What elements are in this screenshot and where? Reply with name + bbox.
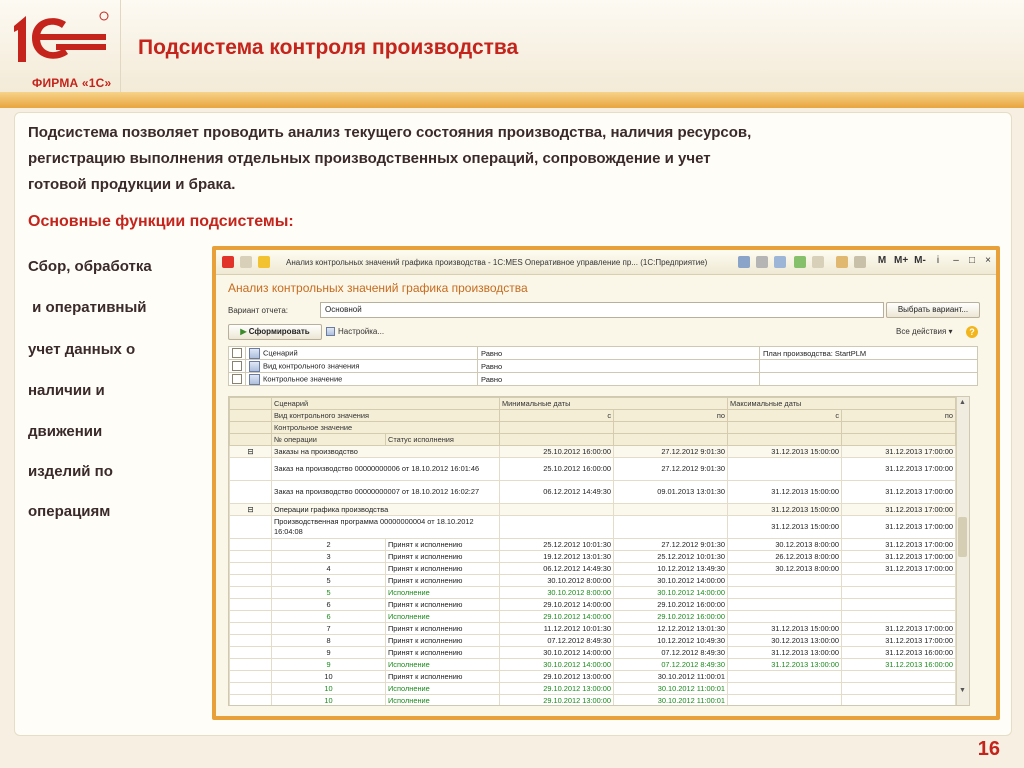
- min-from-cell: 29.10.2012 13:00:00: [500, 671, 614, 683]
- header-cell: [614, 422, 728, 434]
- play-icon: ▶: [240, 327, 247, 336]
- settings-name: Контрольное значение: [263, 373, 343, 383]
- min-from-cell: 30.10.2012 8:00:00: [500, 575, 614, 587]
- min-from-cell: 29.10.2012 13:00:00: [500, 683, 614, 695]
- max-to-cell: [842, 599, 956, 611]
- header-to: по: [614, 410, 728, 422]
- min-from-cell: 30.10.2012 14:00:00: [500, 659, 614, 671]
- form-title: Анализ контрольных значений графика производства: [228, 281, 528, 295]
- tree-cell: [230, 599, 272, 611]
- side-text-line: движении: [28, 423, 103, 440]
- header-to: по: [842, 410, 956, 422]
- min-to-cell: 30.10.2012 11:00:01: [614, 683, 728, 695]
- header-divider: [120, 0, 121, 92]
- slide-title: Подсистема контроля производства: [138, 36, 519, 59]
- header-cell: [728, 434, 842, 446]
- intro-line: готовой продукции и брака.: [28, 176, 236, 193]
- header-cell: [500, 434, 614, 446]
- header-min-dates: Минимальные даты: [500, 398, 728, 410]
- header-row: [230, 398, 970, 410]
- memory-plus-button[interactable]: M+: [894, 255, 909, 266]
- min-to-cell: 30.10.2012 11:00:01: [614, 695, 728, 707]
- status-cell: Принят к исполнению: [386, 623, 500, 635]
- company-logo: [10, 10, 112, 90]
- min-from-cell: 11.12.2012 10:01:30: [500, 623, 614, 635]
- max-to-cell: [842, 575, 956, 587]
- header-from: с: [500, 410, 614, 422]
- screenshot-frame: [212, 246, 1000, 720]
- min-from-cell: 06.12.2012 14:49:30: [500, 481, 614, 504]
- min-to-cell: 10.12.2012 10:49:30: [614, 635, 728, 647]
- max-from-cell: [728, 587, 842, 599]
- orange-band: [0, 92, 1024, 108]
- settings-name: Сценарий: [263, 347, 298, 357]
- field-icon: [249, 374, 260, 385]
- min-to-cell: 25.12.2012 10:01:30: [614, 551, 728, 563]
- max-to-cell: 31.12.2013 17:00:00: [842, 481, 956, 504]
- settings-checkbox[interactable]: [232, 348, 242, 358]
- copy-icon[interactable]: [812, 256, 824, 268]
- header-cell: [500, 422, 614, 434]
- header-cell: [230, 422, 272, 434]
- settings-row: [229, 373, 978, 386]
- tree-cell: [230, 695, 272, 707]
- tree-cell: [230, 539, 272, 551]
- operation-number-cell: 5: [272, 575, 386, 587]
- tree-cell: [230, 611, 272, 623]
- slide-header: [0, 0, 1024, 92]
- settings-checkbox-cell: [229, 373, 246, 386]
- table-row[interactable]: [230, 504, 970, 516]
- tree-cell: [230, 659, 272, 671]
- header-row: [230, 422, 970, 434]
- table-row[interactable]: [230, 539, 970, 551]
- min-to-cell: 12.12.2012 13:01:30: [614, 623, 728, 635]
- settings-checkbox-cell: [229, 360, 246, 373]
- max-from-cell: [728, 599, 842, 611]
- header-row: [230, 410, 970, 422]
- min-from-cell: [500, 504, 614, 516]
- report-head: [230, 398, 970, 446]
- status-cell: Принят к исполнению: [386, 551, 500, 563]
- field-icon: [249, 361, 260, 372]
- tree-cell: [230, 647, 272, 659]
- tree-cell: ⊟: [230, 446, 272, 458]
- table-row[interactable]: [230, 683, 970, 695]
- settings-row: [229, 360, 978, 373]
- settings-value[interactable]: План производства: StartPLM: [760, 347, 978, 360]
- max-to-cell: [842, 611, 956, 623]
- intro-line: Подсистема позволяет проводить анализ текущего состояния производства, наличия ресурсов,: [28, 124, 752, 141]
- min-to-cell: [614, 516, 728, 539]
- refresh-icon[interactable]: [794, 256, 806, 268]
- maximize-icon[interactable]: □: [968, 255, 976, 266]
- status-cell: Исполнение: [386, 683, 500, 695]
- table-row[interactable]: [230, 647, 970, 659]
- max-from-cell: 31.12.2013 13:00:00: [728, 659, 842, 671]
- status-cell: Принят к исполнению: [386, 539, 500, 551]
- settings-value[interactable]: [760, 373, 978, 386]
- min-to-cell: 27.12.2012 9:01:30: [614, 458, 728, 481]
- window-title: Анализ контрольных значений графика производства - 1С:MES Оперативное управление пр... (1С:Предприятие): [286, 258, 708, 267]
- operation-number-cell: 6: [272, 599, 386, 611]
- header-cell: [230, 434, 272, 446]
- min-from-cell: 29.10.2012 14:00:00: [500, 599, 614, 611]
- tree-cell: [230, 587, 272, 599]
- settings-label: Настройка...: [338, 327, 385, 336]
- max-to-cell: [842, 671, 956, 683]
- operation-number-cell: 3: [272, 551, 386, 563]
- tree-cell: [230, 671, 272, 683]
- header-cell: [842, 434, 956, 446]
- table-row[interactable]: [230, 599, 970, 611]
- header-cell: [230, 398, 272, 410]
- settings-name-cell: [246, 373, 478, 386]
- settings-checkbox[interactable]: [232, 374, 242, 384]
- max-from-cell: 30.12.2013 8:00:00: [728, 563, 842, 575]
- operation-number-cell: 10: [272, 671, 386, 683]
- max-from-cell: 26.12.2013 8:00:00: [728, 551, 842, 563]
- preview-icon[interactable]: [774, 256, 786, 268]
- table-row[interactable]: [230, 551, 970, 563]
- operation-number-cell: 10: [272, 683, 386, 695]
- max-to-cell: 31.12.2013 17:00:00: [842, 623, 956, 635]
- min-to-cell: 29.10.2012 16:00:00: [614, 611, 728, 623]
- help-icon[interactable]: ?: [966, 326, 978, 338]
- min-from-cell: 06.12.2012 14:49:30: [500, 563, 614, 575]
- min-from-cell: 19.12.2012 13:01:30: [500, 551, 614, 563]
- report-table: [229, 397, 970, 706]
- header-from: с: [728, 410, 842, 422]
- status-cell: Принят к исполнению: [386, 599, 500, 611]
- settings-name-cell: [246, 360, 478, 373]
- table-row[interactable]: [230, 563, 970, 575]
- max-from-cell: 31.12.2013 15:00:00: [728, 623, 842, 635]
- operation-number-cell: 4: [272, 563, 386, 575]
- settings-checkbox-cell: [229, 347, 246, 360]
- min-from-cell: 25.12.2012 10:01:30: [500, 539, 614, 551]
- app-1c-icon[interactable]: [222, 256, 234, 268]
- max-from-cell: [728, 575, 842, 587]
- calendar-icon[interactable]: [836, 256, 848, 268]
- operation-number-cell: 6: [272, 611, 386, 623]
- settings-value[interactable]: [760, 360, 978, 373]
- side-text-line: изделий по: [28, 463, 113, 480]
- status-cell: Исполнение: [386, 659, 500, 671]
- table-row[interactable]: [230, 587, 970, 599]
- variant-field[interactable]: Основной: [320, 302, 884, 318]
- tree-cell: [230, 458, 272, 481]
- operation-number-cell: 9: [272, 647, 386, 659]
- max-from-cell: 31.12.2013 15:00:00: [728, 446, 842, 458]
- settings-condition[interactable]: Равно: [478, 360, 760, 373]
- max-from-cell: [728, 458, 842, 481]
- header-scenario: Сценарий: [272, 398, 500, 410]
- operation-number-cell: 7: [272, 623, 386, 635]
- scroll-down-icon[interactable]: ▼: [959, 687, 966, 694]
- tree-cell: [230, 481, 272, 504]
- status-cell: Принят к исполнению: [386, 647, 500, 659]
- min-to-cell: 10.12.2012 13:49:30: [614, 563, 728, 575]
- side-text-line: и оперативный: [28, 299, 147, 316]
- max-from-cell: 31.12.2013 13:00:00: [728, 647, 842, 659]
- vertical-scrollbar[interactable]: [956, 397, 969, 705]
- status-cell: Исполнение: [386, 587, 500, 599]
- tree-cell: [230, 551, 272, 563]
- row-label-cell: Заказы на производство: [272, 446, 500, 458]
- header-value-kind: Вид контрольного значения: [272, 410, 500, 422]
- table-row[interactable]: [230, 611, 970, 623]
- close-icon[interactable]: ×: [985, 255, 991, 266]
- max-to-cell: 31.12.2013 16:00:00: [842, 659, 956, 671]
- min-from-cell: 29.10.2012 14:00:00: [500, 611, 614, 623]
- variant-label: Вариант отчета:: [228, 306, 288, 315]
- table-row[interactable]: [230, 635, 970, 647]
- report-table-area[interactable]: [228, 396, 970, 706]
- status-cell: Исполнение: [386, 695, 500, 707]
- min-to-cell: 27.12.2012 9:01:30: [614, 446, 728, 458]
- header-cell: [614, 434, 728, 446]
- row-label-cell: Заказ на производство 00000000006 от 18.10.2012 16:01:46: [272, 458, 500, 481]
- operation-number-cell: 9: [272, 659, 386, 671]
- min-from-cell: 30.10.2012 8:00:00: [500, 587, 614, 599]
- settings-table: [228, 346, 978, 386]
- settings-checkbox[interactable]: [232, 361, 242, 371]
- table-row[interactable]: [230, 458, 970, 481]
- settings-icon: [326, 327, 335, 336]
- header-status: Статус исполнения: [386, 434, 500, 446]
- row-label-cell: Операции графика производства: [272, 504, 500, 516]
- table-row[interactable]: [230, 516, 970, 539]
- all-actions-menu[interactable]: Все действия ▾: [896, 327, 953, 336]
- generate-button[interactable]: [228, 324, 322, 340]
- side-text-line: учет данных о: [28, 341, 136, 358]
- functions-heading: Основные функции подсистемы:: [28, 213, 294, 230]
- settings-name-cell: [246, 347, 478, 360]
- memory-button[interactable]: M: [877, 255, 887, 266]
- max-to-cell: 31.12.2013 17:00:00: [842, 458, 956, 481]
- memory-minus-button[interactable]: M-: [914, 255, 926, 266]
- max-from-cell: [728, 611, 842, 623]
- max-to-cell: 31.12.2013 17:00:00: [842, 516, 956, 539]
- header-max-dates: Максимальные даты: [728, 398, 956, 410]
- operation-number-cell: 5: [272, 587, 386, 599]
- max-to-cell: 31.12.2013 17:00:00: [842, 504, 956, 516]
- settings-button[interactable]: [326, 327, 384, 336]
- tree-cell: [230, 516, 272, 539]
- min-from-cell: 07.12.2012 8:49:30: [500, 635, 614, 647]
- max-to-cell: [842, 683, 956, 695]
- header-row: [230, 434, 970, 446]
- header-cell: [842, 422, 956, 434]
- min-from-cell: 30.10.2012 14:00:00: [500, 647, 614, 659]
- table-row[interactable]: [230, 481, 970, 504]
- settings-row: [229, 347, 978, 360]
- table-row[interactable]: [230, 695, 970, 707]
- max-from-cell: 30.12.2013 13:00:00: [728, 635, 842, 647]
- settings-condition[interactable]: Равно: [478, 347, 760, 360]
- info-icon[interactable]: i: [936, 255, 940, 266]
- max-from-cell: [728, 683, 842, 695]
- choose-variant-button[interactable]: Выбрать вариант...: [886, 302, 980, 318]
- min-to-cell: 09.01.2013 13:01:30: [614, 481, 728, 504]
- tree-cell: ⊟: [230, 504, 272, 516]
- print-icon[interactable]: [756, 256, 768, 268]
- max-to-cell: 31.12.2013 17:00:00: [842, 539, 956, 551]
- field-icon: [249, 348, 260, 359]
- min-to-cell: 07.12.2012 8:49:30: [614, 659, 728, 671]
- intro-line: регистрацию выполнения отдельных производственных операций, сопровождение и учет: [28, 150, 711, 167]
- side-text-line: Сбор, обработка: [28, 258, 152, 275]
- minimize-icon[interactable]: –: [953, 255, 959, 266]
- scroll-thumb[interactable]: [958, 517, 967, 557]
- table-row[interactable]: [230, 623, 970, 635]
- back-icon[interactable]: [240, 256, 252, 268]
- star-icon[interactable]: [258, 256, 270, 268]
- min-from-cell: [500, 516, 614, 539]
- settings-condition[interactable]: Равно: [478, 373, 760, 386]
- tree-cell: [230, 683, 272, 695]
- header-control-value: Контрольное значение: [272, 422, 500, 434]
- min-to-cell: 30.10.2012 11:00:01: [614, 671, 728, 683]
- max-from-cell: [728, 671, 842, 683]
- max-from-cell: 31.12.2013 15:00:00: [728, 516, 842, 539]
- tree-cell: [230, 575, 272, 587]
- status-cell: Принят к исполнению: [386, 671, 500, 683]
- status-cell: Принят к исполнению: [386, 563, 500, 575]
- table-row[interactable]: [230, 446, 970, 458]
- side-text-line: наличии и: [28, 382, 105, 399]
- tree-cell: [230, 635, 272, 647]
- max-from-cell: 30.12.2013 8:00:00: [728, 539, 842, 551]
- min-to-cell: 30.10.2012 14:00:00: [614, 575, 728, 587]
- max-to-cell: 31.12.2013 17:00:00: [842, 635, 956, 647]
- min-from-cell: 25.10.2012 16:00:00: [500, 458, 614, 481]
- row-label-cell: Производственная программа 00000000004 от 18.10.2012 16:04:08: [272, 516, 500, 539]
- window-titlebar: [216, 250, 996, 275]
- table-row[interactable]: [230, 671, 970, 683]
- status-cell: Принят к исполнению: [386, 635, 500, 647]
- page-number: 16: [977, 738, 1000, 760]
- max-to-cell: [842, 695, 956, 707]
- min-to-cell: 29.10.2012 16:00:00: [614, 599, 728, 611]
- min-from-cell: 25.10.2012 16:00:00: [500, 446, 614, 458]
- min-to-cell: 07.12.2012 8:49:30: [614, 647, 728, 659]
- min-to-cell: 30.10.2012 14:00:00: [614, 587, 728, 599]
- generate-label: Сформировать: [248, 327, 310, 336]
- side-text-line: операциям: [28, 503, 111, 520]
- max-from-cell: 31.12.2013 15:00:00: [728, 504, 842, 516]
- table-row[interactable]: [230, 575, 970, 587]
- header-operation-no: № операции: [272, 434, 386, 446]
- report-body: [230, 446, 970, 707]
- max-to-cell: 31.12.2013 17:00:00: [842, 563, 956, 575]
- settings-name: Вид контрольного значения: [263, 360, 360, 370]
- row-label-cell: Заказ на производство 00000000007 от 18.10.2012 16:02:27: [272, 481, 500, 504]
- max-from-cell: 31.12.2013 15:00:00: [728, 481, 842, 504]
- intro-text: [28, 120, 988, 198]
- min-to-cell: 27.12.2012 9:01:30: [614, 539, 728, 551]
- status-cell: Исполнение: [386, 611, 500, 623]
- operation-number-cell: 8: [272, 635, 386, 647]
- status-cell: Принят к исполнению: [386, 575, 500, 587]
- max-to-cell: 31.12.2013 17:00:00: [842, 446, 956, 458]
- save-icon[interactable]: [738, 256, 750, 268]
- max-to-cell: 31.12.2013 16:00:00: [842, 647, 956, 659]
- min-from-cell: 29.10.2012 13:00:00: [500, 695, 614, 707]
- table-row[interactable]: [230, 659, 970, 671]
- operation-number-cell: 2: [272, 539, 386, 551]
- scroll-up-icon[interactable]: ▲: [959, 399, 966, 406]
- operation-number-cell: 10: [272, 695, 386, 707]
- max-from-cell: [728, 695, 842, 707]
- max-to-cell: [842, 587, 956, 599]
- header-cell: [230, 410, 272, 422]
- tree-cell: [230, 563, 272, 575]
- header-cell: [728, 422, 842, 434]
- app-window: [216, 250, 996, 716]
- min-to-cell: [614, 504, 728, 516]
- logo-text: ФИРМА «1С»: [32, 76, 112, 90]
- tree-cell: [230, 623, 272, 635]
- calculator-icon[interactable]: [854, 256, 866, 268]
- max-to-cell: 31.12.2013 17:00:00: [842, 551, 956, 563]
